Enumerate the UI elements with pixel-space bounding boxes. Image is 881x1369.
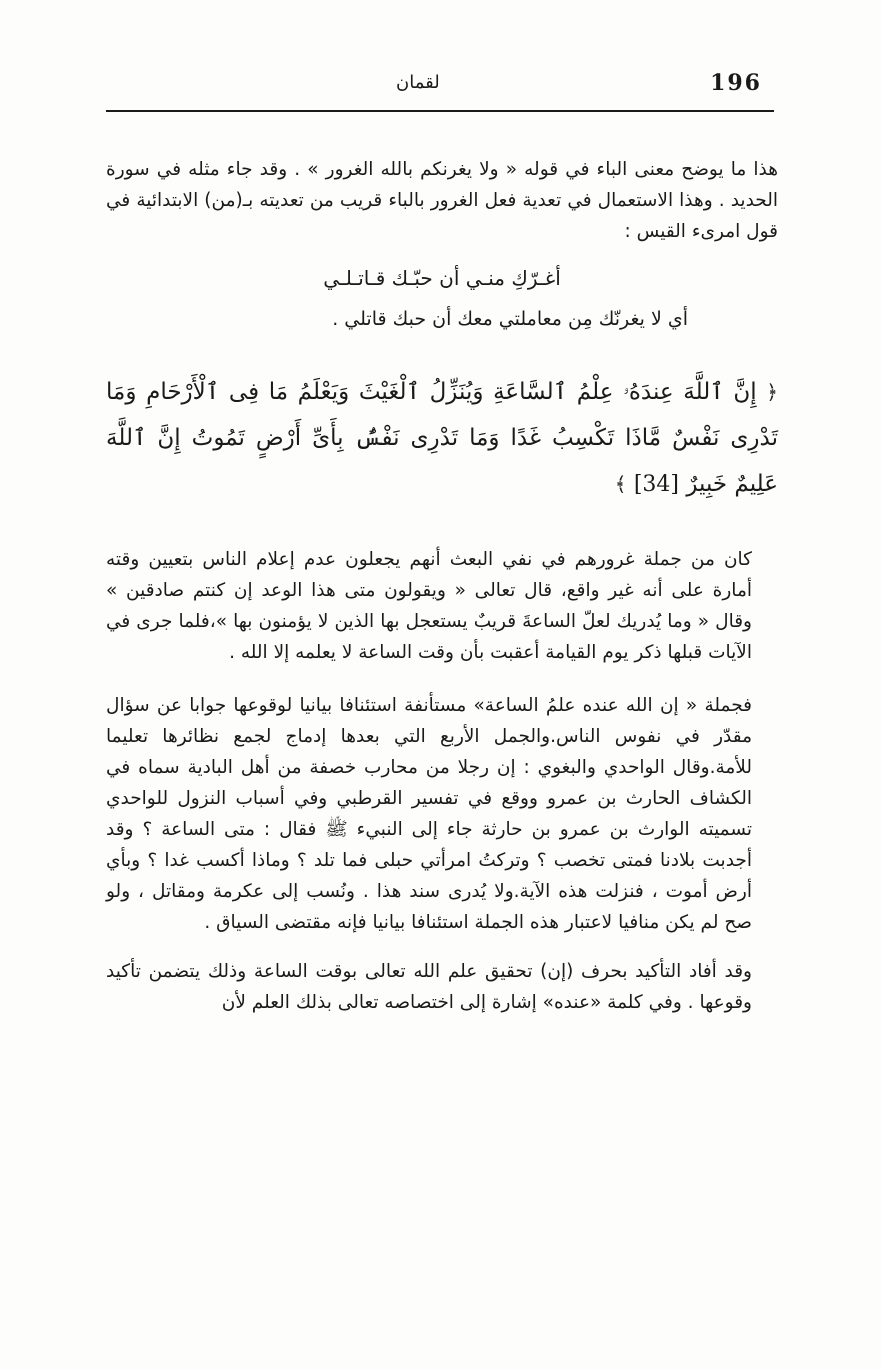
quran-verse-text: إِنَّ ٱللَّهَ عِندَهُۥ عِلْمُ ٱلسَّاعَةِ وَيُنَزِّلُ ٱلْغَيْثَ وَيَعْلَمُ مَا فِى ٱلْأَرْحَامِ وَمَا تَدْرِى نَفْسٌ مَّاذَا تَكْسِبُ غَدًا وَمَا تَدْرِى نَفْسٌۢ بِأَىِّ أَرْضٍ تَمُوتُ إِنَّ ٱللَّهَ عَلِيمٌ خَبِيرٌ xyxy=(106,379,778,497)
paragraph-2: كان من جملة غرورهم في نفي البعث أنهم يجعلون عدم إعلام الناس بتعيين وقته أمارة على أنه غير واقع، قال تعالى « ويقولون متى هذا الوعد إن كنتم صادقين » وقال « وما يُدريك لعلّ الساعةَ قريبٌ يستعجل بها الذين لا يؤمنون بها »،فلما جرى في الآيات قبلها ذكر يوم القيامة أعقبت بأن وقت الساعة لا يعلمه إلا الله . xyxy=(106,549,752,663)
paragraph-1: هذا ما يوضح معنى الباء في قوله « ولا يغرنكم بالله الغرور » . وقد جاء مثله في سورة الحديد . وهذا الاستعمال في تعدية فعل الغرور بالباء قريب من تعديته بـ(من) الابتدائية في قول امرىء القيس : xyxy=(106,159,778,242)
paragraph-3: فجملة « إن الله عنده علمُ الساعة» مستأنفة استئنافا بيانيا لوقوعها جوابا عن سؤال مقدّر في نفوس الناس.والجمل الأربع التي بعدها إدماج لجمع نظائرها تعليما للأمة.وقال الواحدي والبغوي : إن رجلا من محارب خصفة من أهل البادية سماه في الكشاف الحارث بن عمرو ووقع في تفسير القرطبي وفي أسباب النزول للواحدي تسميته الوارث بن عمرو بن حارثة جاء إلى النبيء ﷺ فقال : متى الساعة ؟ وقد أجدبت بلادنا فمتى تخصب ؟ وتركتُ امرأتي حبلى فما تلد ؟ وماذا أكسب غدا ؟ وبأي أرض أموت ، فنزلت هذه الآية.ولا يُدرى سند هذا . ونُسب إلى عكرمة ومقاتل ، ولو صح لم يكن منافيا لاعتبار هذه الجملة استئنافا بيانيا فإنه مقتضى السياق . xyxy=(106,695,752,933)
page-number: 196 xyxy=(710,70,762,96)
page-header xyxy=(106,62,774,106)
quran-close-bracket: ﴾ xyxy=(614,472,627,496)
header-rule xyxy=(106,110,774,112)
quran-verse xyxy=(106,369,778,508)
page-body xyxy=(106,150,778,1018)
quran-open-bracket: ﴿ xyxy=(766,380,779,404)
poetry-verse: أغـرّكِ منـي أن حبّـك قـاتـلـي xyxy=(323,266,561,290)
running-title: لقمان xyxy=(396,72,440,93)
paragraph-4: وقد أفاد التأكيد بحرف (إن) تحقيق علم الله تعالى بوقت الساعة وذلك يتضمن تأكيد وقوعها . وفي كلمة «عنده» إشارة إلى اختصاصه تعالى بذلك العلم لأن xyxy=(106,961,752,1013)
quran-verse-number: [34] xyxy=(633,472,679,497)
verse-explanation: أي لا يغرنّك مِن معاملتي معك أن حبك قاتلي . xyxy=(332,308,688,330)
